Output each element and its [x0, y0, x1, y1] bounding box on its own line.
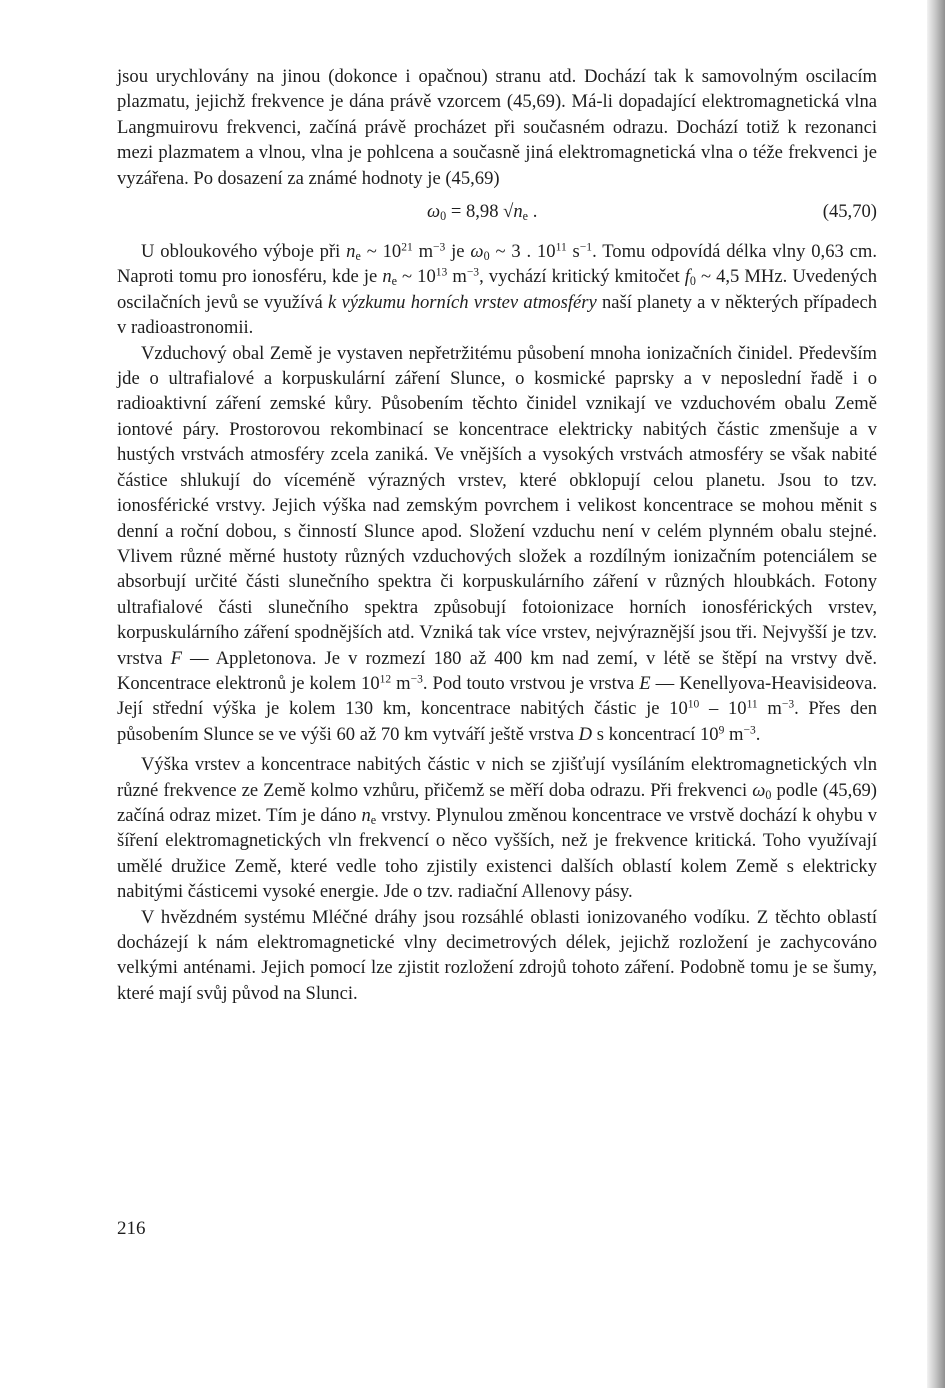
text-segment: e	[522, 209, 529, 224]
text-segment: −3	[743, 724, 756, 737]
text-segment: = 8,98 √	[446, 201, 514, 223]
text-segment: n	[513, 201, 523, 223]
text-segment: n	[382, 266, 392, 288]
text-segment: s	[566, 241, 580, 263]
paragraph-5: V hvězdném systému Mléčné dráhy jsou rozsáhlé oblasti ionizovaného vodíku. Z těchto oblastí docházejí k nám elektromagnetické vlny decimetrových délek, jejichž rozložení je zachycováno velkými anténami. Jejich pomocí lze zjistit rozložení zdrojů tohoto záření. Podobně tomu je se šumy, které mají svůj původ na Slunci.	[117, 906, 877, 1004]
text-segment: D	[578, 723, 593, 745]
text-segment: – 10	[699, 698, 747, 720]
text-segment: e	[355, 249, 361, 264]
equation-formula	[427, 199, 537, 224]
text-segment: m	[757, 698, 782, 720]
equation-number: (45,70)	[822, 201, 877, 223]
text-segment: m	[391, 672, 411, 694]
text-segment: ω	[752, 779, 766, 801]
text-segment: 13	[435, 267, 448, 280]
paragraph-2	[117, 239, 877, 341]
text-segment: −3	[433, 241, 446, 254]
text-segment: 11	[555, 241, 567, 254]
text-segment: . Přes den působením Slunce se ve výši 60 až 70 km vytváří ještě vrstva	[117, 698, 877, 745]
text-segment: m	[412, 241, 434, 263]
text-segment: vrstvy. Plynulou změnou koncentrace ve vrstvě dochází k ohybu v šíření elektromagnetických vln frekvencí o něco vyšších, než je frekvence kritická. Toho využívají umělé družice Země, které vedle toho zjistily existenci dalších oblastí kolem Země s elektricky nabitými částicemi vysoké energie. Jde o tzv. radiační Allenovy pásy.	[117, 804, 877, 903]
page-edge-shadow	[927, 0, 945, 1388]
paragraph-4	[117, 752, 877, 904]
text-segment: 0	[689, 274, 696, 289]
text-segment: ~ 10	[360, 241, 402, 263]
text-segment: n	[346, 241, 356, 263]
text-segment: 0	[440, 209, 447, 224]
text-segment: je	[445, 241, 471, 263]
paragraph-3	[117, 341, 877, 748]
text-segment: e	[391, 274, 397, 289]
text-segment: ~ 3 . 10	[489, 241, 556, 263]
text-segment: 9	[718, 724, 725, 737]
text-segment: 11	[746, 699, 758, 712]
emphasis-text: k výzkumu horních vrstev atmosféry	[327, 291, 597, 313]
text-segment: Vzduchový obal Země je vystaven nepřetržitému působení mnoha ionizačních činidel. Především jde o ultrafialové a korpuskulární záření Slunce, o kosmické paprsky a v neposlední řadě i o radioaktivní záření zemské kůry. Působením těchto činidel vznikají ve vzduchovém obalu Země iontové páry. Prostorovou rekombinací se koncentrace elektricky nabitých částic zmenšuje a v hustých vrstvách atmosféry zcela zaniká. Ve vnějších a vysokých vrstvách atmosféry se však nabité částice shlukují do víceméně výrazných vrstev, které obklopují celou planetu. Jsou to tzv. ionosférické vrstvy. Jejich výška nad zemským povrchem i velikost koncentrace se mohou měnit s denní a roční dobou, s činností Slunce apod. Složení vzduchu není v celém plynném obalu stejné. Vlivem různé měrné hustoty různých vzduchových složek a rozdílným ionizačním potenciálem se absorbují určité části slunečního spektra či korpuskulárního záření v různých hloubkách. Fotony ultrafialové části slunečního spektra způsobují fotoionizace horních ionosférických vrstev, korpuskulárního záření spodnějších atd. Vzniká tak více vrstev, nejvýraznější jsou tři. Nejvyšší je tzv. vrstva	[117, 342, 877, 669]
page-number: 216	[117, 1218, 146, 1239]
text-segment: n	[361, 804, 371, 826]
text-segment: 0	[765, 787, 772, 802]
text-segment: ω	[427, 201, 441, 223]
text-segment: — Appletonova. Je v rozmezí 180 až 400 km nad zemí, v létě se štěpí na vrstvy dvě. Koncentrace elektronů je kolem 10	[117, 647, 877, 694]
text-segment: ~ 4,5 MHz. Uvedených oscilačních jevů se využívá	[117, 266, 877, 313]
text-segment: .	[528, 201, 538, 223]
text-segment: 12	[379, 673, 392, 686]
text-segment: — Kenellyova-Heavisideova. Její střední výška je kolem 130 km, koncentrace nabitých částic je 10	[117, 672, 877, 720]
text-segment: f	[684, 266, 690, 288]
text-segment: , vychází kritický kmitočet	[479, 266, 685, 288]
text-segment: −1	[579, 241, 593, 254]
text-segment: 10	[687, 699, 700, 712]
text-block	[117, 64, 877, 1006]
paragraph-1: jsou urychlovány na jinou (dokonce i opačnou) stranu atd. Dochází tak k samovolným oscilacím plazmatu, jejichž frekvence je dána právě vzorcem (45,69). Má-li dopadající elektromagnetická vlna Langmuirovu frekvenci, začíná právě procházet při současném odrazu. Dochází totiž k rezonanci mezi plazmatem a vlnou, vlna je pohlcena a současně jiná elektromagnetická vlna o téže frekvenci je vyzářena. Po dosazení za známé hodnoty je (45,69)	[117, 66, 877, 189]
text-segment: . Tomu odpovídá délka vlny 0,63 cm. Naproti tomu pro ionosféru, kde je	[117, 241, 878, 288]
text-segment: F	[170, 647, 182, 669]
text-segment: 21	[401, 241, 413, 254]
text-segment: s koncentrací 10	[592, 723, 719, 745]
text-segment: ~ 10	[396, 266, 436, 288]
text-segment: .	[755, 723, 761, 745]
text-segment: . Pod touto vrstvou je vrstva	[422, 672, 640, 694]
text-segment: m	[447, 266, 467, 288]
equation-45-70	[117, 199, 877, 227]
text-segment: −3	[781, 699, 795, 712]
text-segment: −3	[466, 267, 480, 280]
text-segment: podle (45,69) začíná odraz mizet. Tím je dáno	[117, 779, 877, 826]
text-segment: ω	[470, 241, 484, 263]
text-segment: naší planety a v některých případech v radioastronomii.	[117, 291, 878, 339]
text-segment: m	[724, 723, 744, 745]
text-segment: Výška vrstev a koncentrace nabitých částic v nich se zjišťují vysíláním elektromagnetických vln různé frekvence ze Země kolmo vzhůru, přičemž se měří doba odrazu. Při frekvenci	[117, 754, 877, 801]
text-segment: E	[639, 672, 651, 694]
text-segment: U obloukového výboje při	[141, 241, 347, 263]
text-segment: −3	[410, 673, 423, 686]
text-segment: 0	[483, 249, 490, 264]
text-segment: e	[370, 812, 377, 827]
